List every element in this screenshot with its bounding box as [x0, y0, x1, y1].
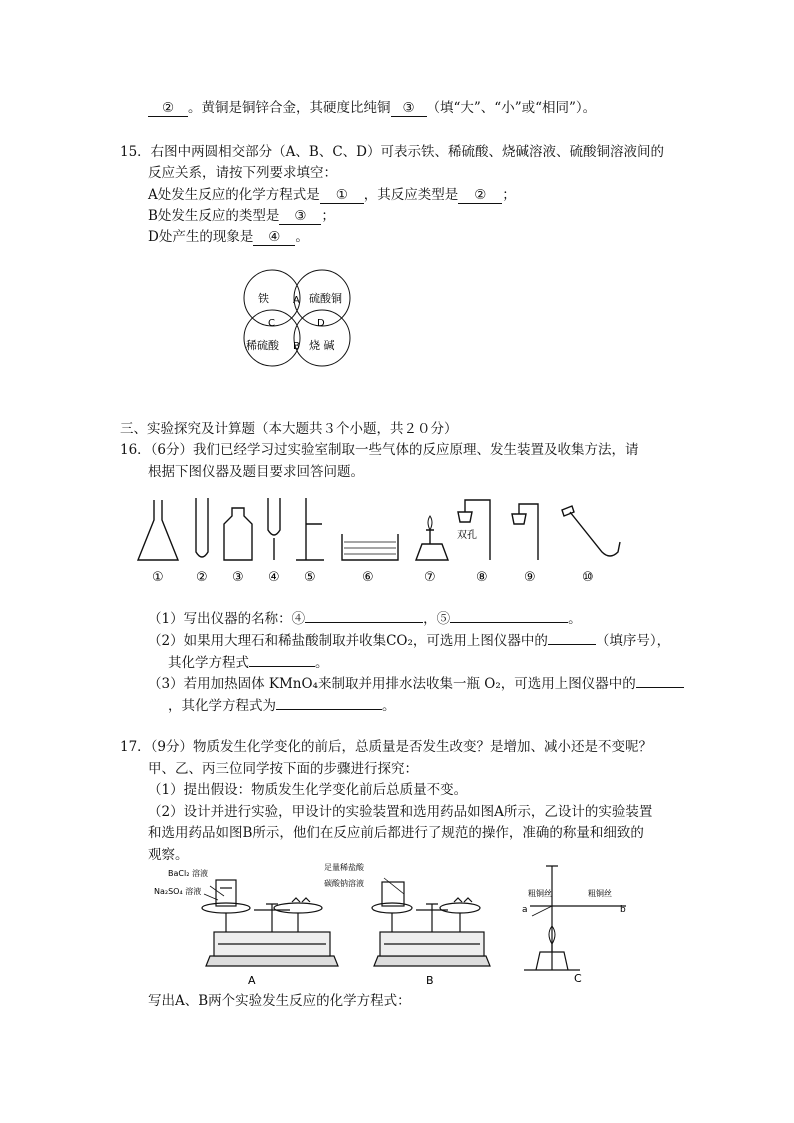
blank-co2-equation[interactable] [249, 666, 315, 667]
q15-d-end: 。 [295, 229, 309, 245]
fig-c-label-a: a [522, 905, 528, 915]
blank-o2-apparatus[interactable] [636, 687, 684, 688]
copper-wire-setup-icon [524, 866, 626, 970]
q15-line-b [148, 207, 335, 225]
venn-label-iron: 铁 [258, 292, 269, 305]
q16-line1: 16．（6分）我们已经学习过实验室制取一些气体的反应原理、发生装置及收集方法，请 [120, 442, 639, 458]
q16-part2b [168, 654, 329, 672]
apparatus-label-2: ② [196, 570, 208, 585]
venn-label-a: A [293, 295, 300, 306]
apparatus-label-6: ⑥ [362, 570, 374, 585]
fig-c-label-right-wire: 粗铜丝 [588, 889, 612, 898]
blank-3[interactable]: ③ [391, 101, 427, 117]
apparatus-label-10: ⑩ [582, 570, 594, 585]
iron-stand-icon [296, 498, 324, 560]
q16-p2b-end: 。 [315, 655, 329, 671]
fig-b-label-na2co3: 碳酸钠溶液 [324, 879, 364, 888]
q16-p2-prefix: （2）如果用大理石和稀盐酸制取并收集CO₂，可选用上图仪器中的 [148, 633, 548, 649]
balance-a-icon [202, 880, 338, 966]
gas-bottle-icon [224, 508, 252, 560]
fig-c-label-b: b [620, 905, 626, 915]
q15-a-prefix: A处发生反应的化学方程式是 [148, 187, 320, 203]
q16-line2: 根据下图仪器及题目要求回答问题。 [148, 464, 364, 480]
conical-flask-icon [138, 500, 178, 560]
blank-2b[interactable]: ② [458, 188, 502, 204]
venn-label-b: B [293, 341, 300, 352]
apparatus-label-7: ⑦ [424, 570, 436, 585]
q15-b-prefix: B处发生反应的类型是 [148, 208, 280, 224]
fig-c-label-left-wire: 粗铜丝 [528, 889, 552, 898]
venn-label-cuso4: 硫酸铜 [309, 292, 342, 305]
q16-part1 [148, 610, 582, 628]
venn-label-naoh: 烧 碱 [309, 339, 335, 352]
funnel-icon [268, 498, 280, 560]
apparatus-label-1: ① [152, 570, 164, 585]
blank-instrument-5[interactable] [450, 622, 568, 623]
blank-4[interactable]: ④ [253, 230, 295, 246]
q16-p2b-prefix: 其化学方程式 [168, 655, 249, 671]
bent-tube-icon [562, 506, 620, 556]
q16-p2-end: （填序号）， [595, 633, 671, 649]
fig-caption-b: B [426, 974, 434, 987]
stopper-tube-icon [512, 504, 538, 560]
blank-o2-equation[interactable] [276, 709, 382, 710]
line-top-text2: （填“大”、“小”或“相同”）。 [426, 100, 597, 116]
section-3-heading: 三、实验探究及计算题（本大题共３个小题，共２０分） [120, 421, 458, 437]
fig-b-label-hcl: 足量稀盐酸 [324, 863, 364, 872]
q16-p3-prefix: （3）若用加热固体 KMnO₄来制取并用排水法收集一瓶 O₂，可选用上图仪器中的 [148, 676, 636, 692]
q17-line4: （2）设计并进行实验，甲设计的实验装置和选用药品如图A所示，乙设计的实验装置 [148, 804, 653, 820]
q15-a-end: ； [502, 187, 516, 203]
test-tube-icon [196, 498, 208, 557]
venn-label-c: C [268, 318, 275, 329]
apparatus-label-5: ⑤ [304, 570, 316, 585]
q16-p1-end: 。 [568, 611, 582, 627]
q16-p3b-prefix: ，其化学方程式为 [168, 698, 276, 714]
q16-part3 [148, 675, 684, 693]
q15-a-mid: ，其反应类型是 [363, 187, 459, 203]
apparatus-figure [130, 490, 630, 586]
blank-co2-apparatus[interactable] [548, 644, 596, 645]
q16-p3b-end: 。 [382, 698, 396, 714]
fig-a-label-bacl2: BaCl₂ 溶液 [168, 869, 208, 878]
fig-caption-a: A [248, 974, 256, 987]
alcohol-lamp-icon [416, 530, 448, 560]
line-top [148, 99, 596, 117]
q17-line1: 17．（9分）物质发生化学变化的前后，总质量是否发生改变？是增加、减小还是不变呢？ [120, 739, 653, 755]
q15-b-end: ； [321, 208, 335, 224]
balance-b-icon [372, 878, 490, 966]
blank-1[interactable]: ① [320, 188, 364, 204]
balance-figures [148, 860, 628, 988]
apparatus-label-3: ③ [232, 570, 244, 585]
q17-line5: 和选用药品如图B所示，他们在反应前后都进行了规范的操作，准确的称量和细致的 [148, 825, 644, 841]
fig-caption-c: C [574, 972, 582, 985]
water-trough-icon [342, 534, 398, 560]
q16-p1-mid: ，⑤ [423, 611, 451, 627]
q15-line1: 15．右图中两圆相交部分（A、B、C、D）可表示铁、稀硫酸、烧碱溶液、硫酸铜溶液间的 [120, 144, 665, 160]
q16-part2 [148, 632, 670, 650]
q15-line-d [148, 228, 309, 246]
apparatus-label-4: ④ [268, 570, 280, 585]
blank-instrument-4[interactable] [305, 622, 423, 623]
q15-line2: 反应关系，请按下列要求填空： [148, 165, 337, 181]
q15-line-a [148, 186, 516, 204]
apparatus-label-8: ⑧ [476, 570, 488, 585]
q16-part3b [168, 697, 396, 715]
q15-d-prefix: D处产生的现象是 [148, 229, 254, 245]
q16-p1-prefix: （1）写出仪器的名称：④ [148, 611, 306, 627]
blank-3b[interactable]: ③ [279, 209, 321, 225]
line-top-text1: 。黄铜是铜锌合金，其硬度比纯铜 [188, 100, 391, 116]
q17-line2: 甲、乙、丙三位同学按下面的步骤进行探究： [148, 761, 418, 777]
venn-label-h2so4: 稀硫酸 [246, 339, 279, 352]
blank-2[interactable]: ② [148, 101, 188, 117]
fig-a-label-na2so4: Na₂SO₄ 溶液 [154, 887, 202, 896]
q17-last-line: 写出A、B两个实验发生反应的化学方程式： [148, 993, 411, 1009]
q17-line3: （1）提出假设：物质发生化学变化前后总质量不变。 [148, 782, 468, 798]
venn-diagram [236, 262, 366, 374]
venn-label-d: D [317, 318, 325, 329]
apparatus-label-9: ⑨ [524, 570, 536, 585]
q17-line6: 观察。 [148, 847, 189, 863]
double-hole-label: 双孔 [457, 530, 477, 541]
